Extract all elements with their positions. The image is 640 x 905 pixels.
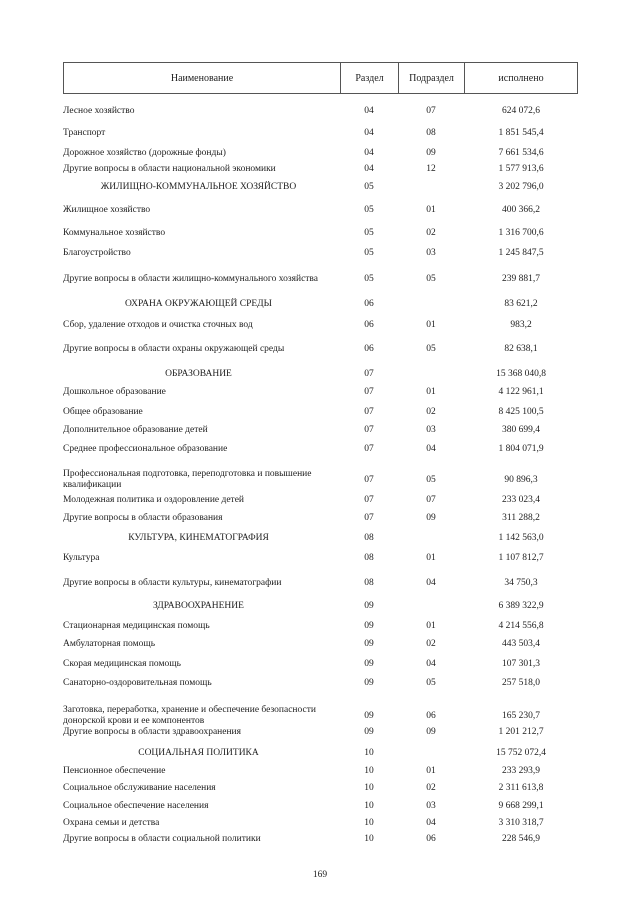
row-podrazdel: 06: [426, 710, 436, 721]
page-number: 169: [312, 870, 328, 880]
row-executed: 228 546,9: [502, 833, 540, 844]
row-razdel: 09: [364, 710, 374, 721]
table-row: [63, 599, 578, 613]
row-razdel: 04: [364, 127, 374, 138]
row-name: Молодежная политика и оздоровление детей: [63, 494, 244, 505]
row-podrazdel: 01: [426, 620, 436, 631]
row-name: ОХРАНА ОКРУЖАЮЩЕЙ СРЕДЫ: [125, 298, 272, 309]
table-row: [63, 342, 578, 356]
row-executed: 34 750,3: [504, 577, 538, 588]
row-executed: 15 752 072,4: [496, 747, 546, 758]
row-razdel: 07: [364, 474, 374, 485]
row-razdel: 10: [364, 765, 374, 776]
row-razdel: 10: [364, 782, 374, 793]
row-podrazdel: 05: [426, 273, 436, 284]
row-name: СОЦИАЛЬНАЯ ПОЛИТИКА: [138, 747, 259, 758]
row-name: КУЛЬТУРА, КИНЕМАТОГРАФИЯ: [128, 532, 269, 543]
row-name: Культура: [63, 552, 100, 563]
row-executed: 15 368 040,8: [496, 368, 546, 379]
table-row: [63, 385, 578, 399]
table-row: [63, 725, 578, 739]
row-name: Охрана семьи и детства: [63, 817, 160, 828]
table-row: [63, 468, 578, 492]
row-executed: 257 518,0: [502, 677, 540, 688]
row-razdel: 08: [364, 552, 374, 563]
row-executed: 1 577 913,6: [498, 163, 544, 174]
row-podrazdel: 02: [426, 406, 436, 417]
row-executed: 3 310 318,7: [498, 817, 544, 828]
row-executed: 6 389 322,9: [498, 600, 544, 611]
row-executed: 400 366,2: [502, 204, 540, 215]
header-name: Наименование: [64, 63, 341, 93]
row-podrazdel: 05: [426, 474, 436, 485]
table-row: [63, 405, 578, 419]
row-executed: 1 316 700,6: [498, 227, 544, 238]
row-executed: 83 621,2: [504, 298, 538, 309]
table-header: [63, 62, 578, 94]
row-executed: 2 311 613,8: [498, 782, 544, 793]
row-executed: 233 293,9: [502, 765, 540, 776]
row-executed: 380 699,4: [502, 424, 540, 435]
row-razdel: 04: [364, 163, 374, 174]
table-row: [63, 272, 578, 286]
row-podrazdel: 05: [426, 343, 436, 354]
row-name: Жилищное хозяйство: [63, 204, 151, 215]
table-row: [63, 246, 578, 260]
row-executed: 983,2: [510, 319, 532, 330]
table-row: [63, 576, 578, 590]
row-razdel: 09: [364, 658, 374, 669]
row-name: Другие вопросы в области образования: [63, 512, 223, 523]
row-podrazdel: 03: [426, 424, 436, 435]
row-executed: 1 804 071,9: [498, 443, 544, 454]
row-podrazdel: 01: [426, 552, 436, 563]
row-podrazdel: 01: [426, 386, 436, 397]
row-name: Другие вопросы в области культуры, кинематографии: [63, 577, 282, 588]
row-razdel: 07: [364, 386, 374, 397]
row-podrazdel: 12: [426, 163, 436, 174]
row-podrazdel: 04: [426, 577, 436, 588]
header-razdel: Раздел: [341, 63, 399, 93]
row-podrazdel: 05: [426, 677, 436, 688]
table-row: [63, 832, 578, 846]
table-row: [63, 104, 578, 118]
row-podrazdel: 03: [426, 800, 436, 811]
table-row: [63, 180, 578, 194]
row-podrazdel: 09: [426, 512, 436, 523]
row-razdel: 09: [364, 726, 374, 737]
row-razdel: 10: [364, 833, 374, 844]
row-razdel: 05: [364, 227, 374, 238]
row-executed: 4 122 961,1: [498, 386, 544, 397]
row-name: Профессиональная подготовка, переподготовка и повышение квалификации: [63, 469, 312, 490]
row-name: Благоустройство: [63, 247, 131, 258]
row-podrazdel: 04: [426, 658, 436, 669]
row-razdel: 05: [364, 273, 374, 284]
table-row: [63, 816, 578, 830]
row-razdel: 06: [364, 298, 374, 309]
row-podrazdel: 01: [426, 204, 436, 215]
row-name: Среднее профессиональное образование: [63, 443, 228, 454]
row-razdel: 09: [364, 600, 374, 611]
row-executed: 4 214 556,8: [498, 620, 544, 631]
row-name: Социальное обслуживание населения: [63, 782, 216, 793]
table-row: [63, 297, 578, 311]
row-podrazdel: 03: [426, 247, 436, 258]
row-name: Другие вопросы в области национальной экономики: [63, 163, 276, 174]
row-podrazdel: 02: [426, 638, 436, 649]
table-row: [63, 799, 578, 813]
row-name: Общее образование: [63, 406, 143, 417]
row-executed: 9 668 299,1: [498, 800, 544, 811]
row-razdel: 08: [364, 532, 374, 543]
row-name: Дошкольное образование: [63, 386, 166, 397]
table-row: [63, 493, 578, 507]
row-podrazdel: 07: [426, 105, 436, 116]
row-executed: 1 851 545,4: [498, 127, 544, 138]
table-row: [63, 511, 578, 525]
row-podrazdel: 01: [426, 319, 436, 330]
row-razdel: 06: [364, 343, 374, 354]
row-executed: 233 023,4: [502, 494, 540, 505]
row-name: Дополнительное образование детей: [63, 424, 208, 435]
row-razdel: 07: [364, 443, 374, 454]
table-row: [63, 423, 578, 437]
row-executed: 3 202 796,0: [498, 181, 544, 192]
row-podrazdel: 02: [426, 782, 436, 793]
row-podrazdel: 09: [426, 726, 436, 737]
row-razdel: 09: [364, 620, 374, 631]
row-executed: 624 072,6: [502, 105, 540, 116]
row-podrazdel: 09: [426, 147, 436, 158]
row-name: Дорожное хозяйство (дорожные фонды): [63, 147, 226, 158]
table-row: [63, 318, 578, 332]
row-podrazdel: 06: [426, 833, 436, 844]
table-row: [63, 764, 578, 778]
table-row: [63, 442, 578, 456]
row-podrazdel: 02: [426, 227, 436, 238]
row-executed: 165 230,7: [502, 710, 540, 721]
row-podrazdel: 07: [426, 494, 436, 505]
row-executed: 239 881,7: [502, 273, 540, 284]
header-executed: исполнено: [498, 72, 544, 84]
row-name: Пенсионное обеспечение: [63, 765, 166, 776]
row-razdel: 07: [364, 424, 374, 435]
row-podrazdel: 01: [426, 765, 436, 776]
row-executed: 443 503,4: [502, 638, 540, 649]
row-razdel: 09: [364, 677, 374, 688]
row-name: Лесное хозяйство: [63, 105, 135, 116]
row-name: ЗДРАВООХРАНЕНИЕ: [153, 600, 244, 611]
header-podrazdel: Подраздел: [399, 63, 465, 93]
row-podrazdel: 04: [426, 443, 436, 454]
row-razdel: 05: [364, 181, 374, 192]
table-row: [63, 657, 578, 671]
row-razdel: 10: [364, 817, 374, 828]
table-row: [63, 551, 578, 565]
table-row: [63, 676, 578, 690]
row-razdel: 09: [364, 638, 374, 649]
row-razdel: 08: [364, 577, 374, 588]
row-name: Амбулаторная помощь: [63, 638, 156, 649]
row-executed: 8 425 100,5: [498, 406, 544, 417]
row-name: Сбор, удаление отходов и очистка сточных вод: [63, 319, 253, 330]
row-razdel: 07: [364, 406, 374, 417]
row-name: Заготовка, переработка, хранение и обеспечение безопасности донорской крови и ее компонентов: [63, 705, 316, 726]
row-name: Санаторно-оздоровительная помощь: [63, 677, 212, 688]
row-executed: 90 896,3: [504, 474, 538, 485]
row-podrazdel: 08: [426, 127, 436, 138]
row-razdel: 05: [364, 247, 374, 258]
row-razdel: 07: [364, 368, 374, 379]
row-name: Другие вопросы в области жилищно-коммунального хозяйства: [63, 273, 319, 284]
row-razdel: 07: [364, 512, 374, 523]
row-name: ОБРАЗОВАНИЕ: [165, 368, 232, 379]
table-row: [63, 746, 578, 760]
row-name: Другие вопросы в области здравоохранения: [63, 726, 242, 737]
row-executed: 1 107 812,7: [498, 552, 544, 563]
row-name: Социальное обеспечение населения: [63, 800, 209, 811]
table-row: [63, 203, 578, 217]
table-row: [63, 126, 578, 140]
row-name: Коммунальное хозяйство: [63, 227, 166, 238]
row-executed: 1 201 212,7: [498, 726, 544, 737]
row-razdel: 10: [364, 800, 374, 811]
row-name: ЖИЛИЩНО-КОММУНАЛЬНОЕ ХОЗЯЙСТВО: [100, 181, 297, 192]
table-row: [63, 147, 578, 159]
row-executed: 82 638,1: [504, 343, 538, 354]
row-name: Транспорт: [63, 127, 106, 138]
row-razdel: 07: [364, 494, 374, 505]
row-executed: 107 301,3: [502, 658, 540, 669]
row-razdel: 04: [364, 147, 374, 158]
row-name: Другие вопросы в области охраны окружающей среды: [63, 343, 285, 354]
table-row: [63, 637, 578, 651]
table-row: [63, 367, 578, 381]
table-row: [63, 163, 578, 175]
row-executed: 311 288,2: [502, 512, 540, 523]
row-razdel: 05: [364, 204, 374, 215]
table-row: [63, 781, 578, 795]
row-name: Другие вопросы в области социальной политики: [63, 833, 261, 844]
row-executed: 7 661 534,6: [498, 147, 544, 158]
row-name: Стационарная медицинская помощь: [63, 620, 210, 631]
row-executed: 1 142 563,0: [498, 532, 544, 543]
row-razdel: 04: [364, 105, 374, 116]
row-razdel: 06: [364, 319, 374, 330]
row-razdel: 10: [364, 747, 374, 758]
row-executed: 1 245 847,5: [498, 247, 544, 258]
table-row: [63, 226, 578, 240]
table-row: [63, 531, 578, 545]
table-row: [63, 619, 578, 633]
row-name: Скорая медицинская помощь: [63, 658, 181, 669]
row-podrazdel: 04: [426, 817, 436, 828]
